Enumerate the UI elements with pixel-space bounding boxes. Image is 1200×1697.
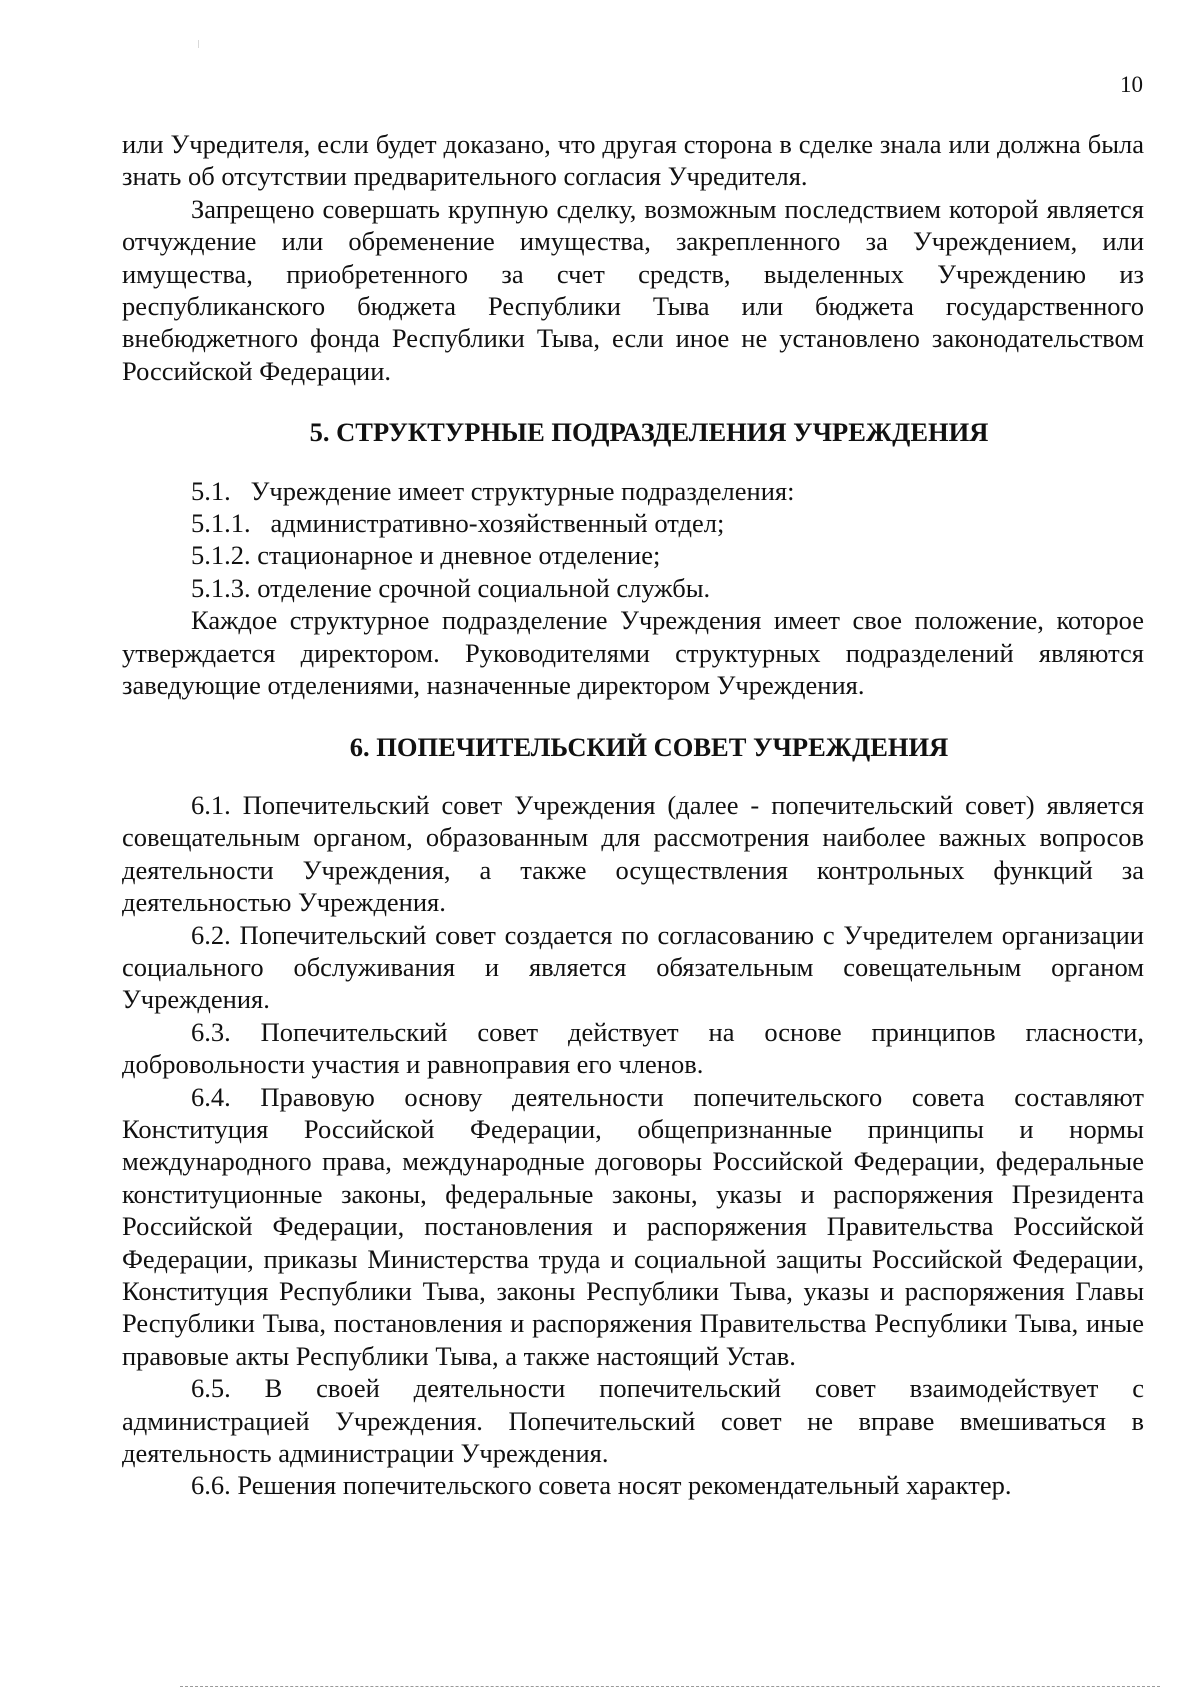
section-5-paragraph: Каждое структурное подразделение Учреждения имеет свое положение, которое утверждается директором. Руководителями структурных подразделений являются заведующие отделениями, назначенные директором Учреждения.: [122, 605, 1144, 701]
section-6-item-6-1: 6.1. Попечительский совет Учреждения (далее - попечительский совет) является совещательным органом, образованным для рассмотрения наиболее важных вопросов деятельности Учреждения, а также осуществления контрольных функций за деятельностью Учреждения.: [122, 789, 1144, 918]
scan-bottom-edge: [180, 1686, 1160, 1688]
paragraph-major-deal-prohibition: Запрещено совершать крупную сделку, возможным последствием которой является отчуждение или обременение имущества, закрепленного за Учреждением, или имущества, приобретенного за счет средств, выделенных Учреждению из республиканского бюджета Республики Тыва или бюджета государственного внебюджетного фонда Республики Тыва, если иное не установлено законодательством Российской Федерации.: [122, 193, 1144, 386]
section-6-item-6-6: 6.6. Решения попечительского совета носят рекомендательный характер.: [191, 1470, 1012, 1501]
document-body: [122, 128, 1144, 1502]
section-5-title: 5. СТРУКТУРНЫЕ ПОДРАЗДЕЛЕНИЯ УЧРЕЖДЕНИЯ: [309, 417, 989, 448]
section-6-item-6-5: 6.5. В своей деятельности попечительский совет взаимодействует с администрацией Учреждения. Попечительский совет не вправе вмешиваться в деятельность администрации Учреждения.: [122, 1373, 1144, 1469]
paragraph-intro-continuation: или Учредителя, если будет доказано, что другая сторона в сделке знала или должна была знать об отсутствии предварительного согласия Учредителя.: [122, 129, 1144, 192]
section-5-item-5-1-1: 5.1.1. административно-хозяйственный отдел;: [191, 508, 725, 539]
section-6-item-6-2: 6.2. Попечительский совет создается по согласованию с Учредителем организации социального обслуживания и является обязательным совещательным органом Учреждения.: [122, 919, 1144, 1015]
page-number: 10: [1120, 72, 1143, 97]
scan-mark: [198, 40, 199, 48]
section-6-title: 6. ПОПЕЧИТЕЛЬСКИЙ СОВЕТ УЧРЕЖДЕНИЯ: [349, 731, 949, 762]
section-6-item-6-3: 6.3. Попечительский совет действует на основе принципов гласности, добровольности участия и равноправия его членов.: [122, 1016, 1144, 1080]
section-5-item-5-1: 5.1. Учреждение имеет структурные подразделения:: [191, 475, 795, 506]
section-5-item-5-1-2: 5.1.2. стационарное и дневное отделение;: [191, 540, 661, 571]
section-6-item-6-4: 6.4. Правовую основу деятельности попечительского совета составляют Конституция Российской Федерации, общепризнанные принципы и нормы международного права, международные договоры Российской Федерации, федеральные конституционные законы, федеральные законы, указы и распоряжения Президента Российской Федерации, постановления и распоряжения Правительства Российской Федерации, приказы Министерства труда и социальной защиты Российской Федерации, Конституция Республики Тыва, законы Республики Тыва, указы и распоряжения Главы Республики Тыва, постановления и распоряжения Правительства Республики Тыва, иные правовые акты Республики Тыва, а также настоящий Устав.: [122, 1081, 1144, 1371]
section-5-item-5-1-3: 5.1.3. отделение срочной социальной службы.: [191, 572, 711, 603]
